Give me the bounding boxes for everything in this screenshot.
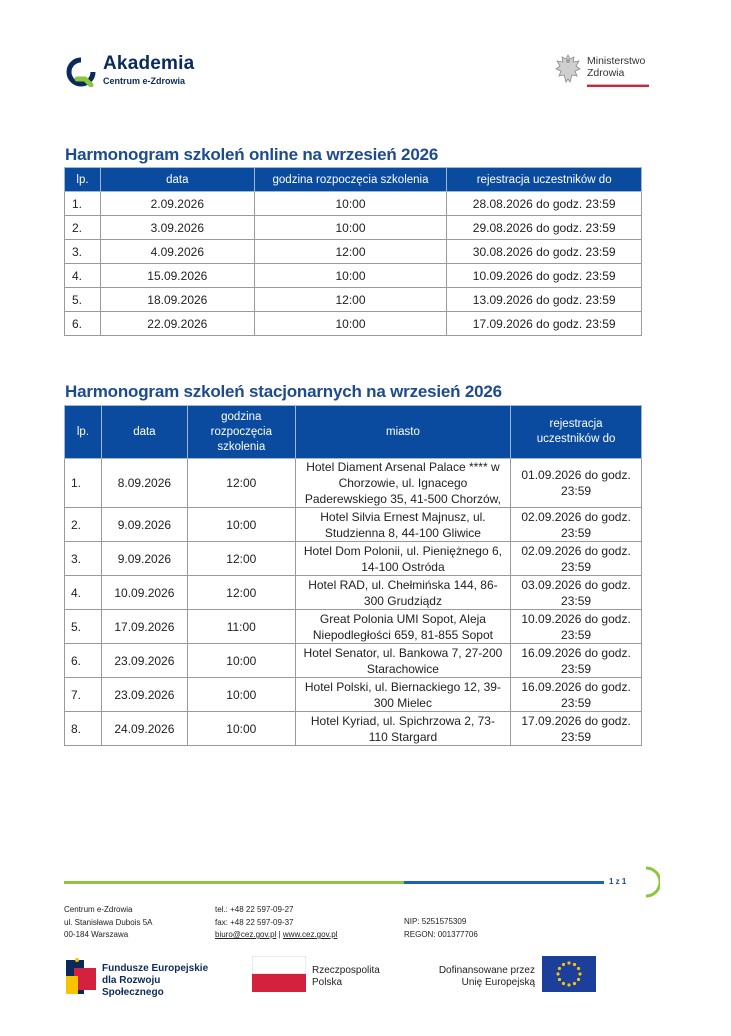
eu-star-icon [558, 978, 561, 981]
eagle-emblem-icon [553, 52, 583, 86]
cell-lp: 7. [65, 678, 102, 712]
logo-subtitle: Centrum e-Zdrowia [103, 76, 186, 86]
eu-star-icon [562, 982, 565, 985]
cell-lp: 3. [65, 240, 101, 264]
european-funds-icon [64, 954, 96, 994]
column-header-registration: rejestracja uczestników do [447, 168, 642, 192]
eu-star-icon [558, 967, 561, 970]
eu-star-icon [577, 978, 580, 981]
cell-start-time: 10:00 [187, 644, 295, 678]
cell-lp: 2. [65, 216, 101, 240]
cell-start-time: 10:00 [187, 712, 295, 746]
cell-registration: 30.08.2026 do godz. 23:59 [447, 240, 642, 264]
cell-city: Hotel Silvia Ernest Majnusz, ul. Studzienna 8, 44-100 Gliwice [295, 508, 510, 542]
stationary-schedule-table [64, 405, 642, 746]
cell-start-time: 12:00 [187, 542, 295, 576]
cell-start-time: 10:00 [254, 312, 447, 336]
cell-lp: 3. [65, 542, 102, 576]
cell-date: 8.09.2026 [101, 459, 187, 508]
cell-registration: 01.09.2026 do godz. 23:59 [511, 459, 642, 508]
poland-text [312, 965, 380, 989]
footer-address-line: 00-184 Warszawa [64, 930, 129, 939]
cell-registration: 17.09.2026 do godz. 23:59 [511, 712, 642, 746]
table-header-row [65, 168, 642, 192]
table-row [65, 192, 642, 216]
footer-contact [215, 904, 337, 942]
cell-registration: 10.09.2026 do godz. 23:59 [511, 610, 642, 644]
cell-registration: 10.09.2026 do godz. 23:59 [447, 264, 642, 288]
cell-registration: 02.09.2026 do godz. 23:59 [511, 542, 642, 576]
cell-city: Great Polonia UMI Sopot, Aleja Niepodległości 659, 81-855 Sopot [295, 610, 510, 644]
eu-flag-icon [542, 956, 596, 992]
eu-line-1: Dofinansowane przez [438, 965, 535, 976]
eu-logo [434, 956, 604, 996]
cell-start-time: 11:00 [187, 610, 295, 644]
cell-registration: 28.08.2026 do godz. 23:59 [447, 192, 642, 216]
cell-registration: 29.08.2026 do godz. 23:59 [447, 216, 642, 240]
eu-text [434, 965, 535, 989]
cell-city: Hotel Senator, ul. Bankowa 7, 27-200 Starachowice [295, 644, 510, 678]
cell-date: 4.09.2026 [100, 240, 254, 264]
cell-start-time: 12:00 [187, 576, 295, 610]
online-schedule-table [64, 167, 642, 336]
eu-star-icon [573, 963, 576, 966]
eu-line-2: Unię Europejską [461, 977, 535, 988]
cell-date: 15.09.2026 [100, 264, 254, 288]
cell-city: Hotel Diament Arsenal Palace **** w Chorzowie, ul. Ignacego Paderewskiego 35, 41-500 Chorzów, [295, 459, 510, 508]
cell-start-time: 12:00 [254, 288, 447, 312]
ministry-logo [553, 52, 663, 92]
footer-phone: tel.: +48 22 597-09-27 [215, 905, 294, 914]
cell-start-time: 12:00 [187, 459, 295, 508]
table-row [65, 644, 642, 678]
ministry-line-1: Ministerstwo [587, 55, 646, 67]
column-header-city: miasto [295, 406, 510, 459]
cell-registration: 17.09.2026 do godz. 23:59 [447, 312, 642, 336]
cell-date: 17.09.2026 [101, 610, 187, 644]
eu-star-icon [567, 961, 570, 964]
footer-regon: REGON: 001377706 [404, 929, 478, 939]
eu-star-icon [562, 963, 565, 966]
table-row [65, 712, 642, 746]
table-row [65, 240, 642, 264]
footer-address [64, 904, 153, 942]
cell-lp: 6. [65, 644, 102, 678]
poland-line-1: Rzeczpospolita [312, 965, 380, 976]
cell-lp: 4. [65, 264, 101, 288]
table-row [65, 264, 642, 288]
cell-date: 24.09.2026 [101, 712, 187, 746]
table-row [65, 288, 642, 312]
ministry-line-2: Zdrowia [587, 67, 625, 79]
cell-lp: 2. [65, 508, 102, 542]
email-link[interactable]: biuro@cez.gov.pl [215, 930, 277, 939]
cell-start-time: 12:00 [254, 240, 447, 264]
eu-star-icon [573, 982, 576, 985]
footer-fax: fax: +48 22 597-09-37 [215, 917, 294, 927]
cell-registration: 13.09.2026 do godz. 23:59 [447, 288, 642, 312]
column-header-date: data [101, 406, 187, 459]
cell-start-time: 10:00 [187, 678, 295, 712]
cell-date: 10.09.2026 [101, 576, 187, 610]
cell-date: 22.09.2026 [100, 312, 254, 336]
cell-start-time: 10:00 [254, 216, 447, 240]
eu-star-icon [577, 967, 580, 970]
column-header-lp: lp. [65, 168, 101, 192]
cell-date: 3.09.2026 [100, 216, 254, 240]
page-arc-decoration [640, 866, 660, 898]
table-row [65, 576, 642, 610]
eu-star-icon [578, 972, 581, 975]
cell-date: 9.09.2026 [101, 542, 187, 576]
online-schedule-title: Harmonogram szkoleń online na wrzesień 2026 [65, 145, 439, 164]
footer-links [215, 929, 337, 942]
cell-date: 2.09.2026 [100, 192, 254, 216]
cell-city: Hotel Kyriad, ul. Spichrzowa 2, 73-110 Stargard [295, 712, 510, 746]
cell-lp: 4. [65, 576, 102, 610]
column-header-start-time: godzina rozpoczęcia szkolenia [254, 168, 447, 192]
table-row [65, 508, 642, 542]
cell-lp: 8. [65, 712, 102, 746]
cell-date: 9.09.2026 [101, 508, 187, 542]
footer-separator: | [278, 930, 281, 939]
european-funds-text [102, 963, 224, 999]
footer-address-line: ul. Stanisława Dubois 5A [64, 917, 153, 927]
cell-registration: 02.09.2026 do godz. 23:59 [511, 508, 642, 542]
table-row [65, 312, 642, 336]
table-row [65, 542, 642, 576]
cell-registration: 16.09.2026 do godz. 23:59 [511, 678, 642, 712]
eu-star-icon [556, 972, 559, 975]
table-row [65, 678, 642, 712]
cell-start-time: 10:00 [254, 192, 447, 216]
cell-date: 23.09.2026 [101, 644, 187, 678]
european-funds-line-1: Fundusze Europejskie [102, 963, 209, 974]
cell-lp: 6. [65, 312, 101, 336]
table-row [65, 610, 642, 644]
column-header-registration: rejestracja uczestników do [511, 406, 642, 459]
table-row [65, 459, 642, 508]
cell-date: 23.09.2026 [101, 678, 187, 712]
footer-ids [404, 916, 478, 941]
akademia-logo-icon [65, 57, 97, 87]
column-header-date: data [100, 168, 254, 192]
akademia-logo [65, 53, 225, 89]
footer-divider-blue [404, 881, 604, 884]
cell-city: Hotel Dom Polonii, ul. Pieniężnego 6, 14-100 Ostróda [295, 542, 510, 576]
cell-registration: 03.09.2026 do godz. 23:59 [511, 576, 642, 610]
website-link[interactable]: www.cez.gov.pl [282, 930, 338, 939]
cell-registration: 16.09.2026 do godz. 23:59 [511, 644, 642, 678]
european-funds-logo [64, 954, 224, 998]
cell-lp: 1. [65, 192, 101, 216]
eu-star-icon [567, 983, 570, 986]
cell-start-time: 10:00 [254, 264, 447, 288]
page-number: 1 z 1 [609, 877, 627, 886]
polish-flag-icon [252, 956, 306, 992]
cell-lp: 1. [65, 459, 102, 508]
column-header-start-time: godzina rozpoczęcia szkolenia [187, 406, 295, 459]
table-row [65, 216, 642, 240]
footer-divider-green [64, 881, 404, 884]
cell-lp: 5. [65, 610, 102, 644]
cell-city: Hotel Polski, ul. Biernackiego 12, 39-300 Mielec [295, 678, 510, 712]
poland-logo [252, 956, 402, 996]
cell-city: Hotel RAD, ul. Chełmińska 144, 86-300 Grudziądz [295, 576, 510, 610]
ministry-text [587, 55, 645, 79]
footer-nip: NIP: 5251575309 [404, 917, 467, 926]
cell-start-time: 10:00 [187, 508, 295, 542]
logo-title: Akademia [103, 53, 195, 74]
european-funds-line-2: dla Rozwoju Społecznego [102, 975, 164, 998]
poland-line-2: Polska [312, 977, 343, 988]
ministry-flag-stripe [587, 84, 649, 87]
table-header-row [65, 406, 642, 459]
cell-date: 18.09.2026 [100, 288, 254, 312]
stationary-schedule-title: Harmonogram szkoleń stacjonarnych na wrzesień 2026 [65, 382, 502, 401]
column-header-lp: lp. [65, 406, 102, 459]
footer-address-line: Centrum e-Zdrowia [64, 905, 133, 914]
cell-lp: 5. [65, 288, 101, 312]
